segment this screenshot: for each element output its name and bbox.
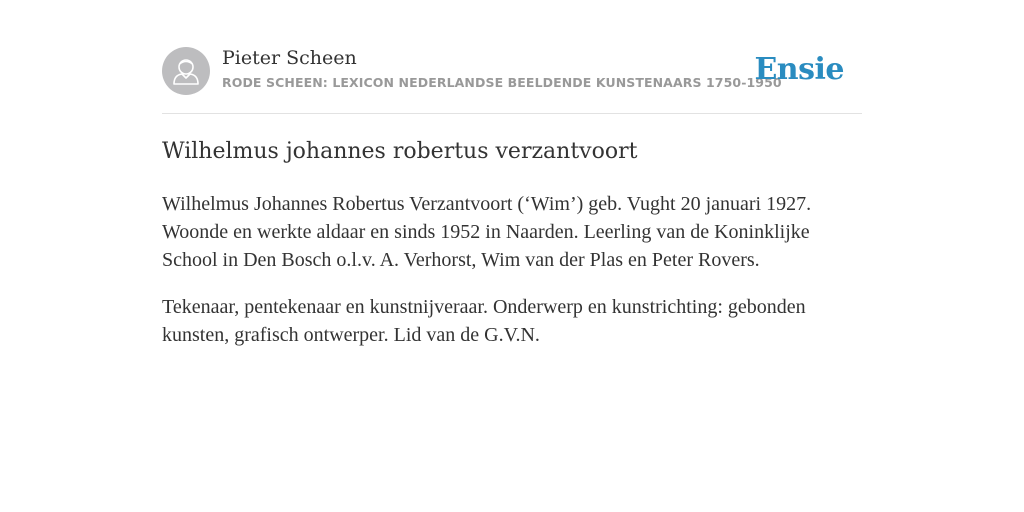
article-paragraph: Tekenaar, pentekenaar en kunstnijveraar. Onderwerp en kunstrichting: gebonden kunsten, grafisch ontwerper. Lid van de G.V.N. — [162, 296, 806, 346]
source-label[interactable]: RODE SCHEEN: LEXICON NEDERLANDSE BEELDENDE KUNSTENAARS 1750-1950 — [222, 75, 782, 90]
user-avatar-icon — [162, 47, 210, 95]
ensie-logo[interactable]: Ensie — [754, 52, 844, 87]
header-divider — [162, 113, 862, 114]
author-avatar[interactable] — [162, 47, 210, 95]
article-title: Wilhelmus johannes robertus verzantvoort — [162, 139, 638, 164]
article-body — [162, 190, 862, 368]
article-paragraph: Wilhelmus Johannes Robertus Verzantvoort (‘Wim’) geb. Vught 20 januari 1927. Woonde en werkte aldaar en sinds 1952 in Naarden. Leerling van de Koninklijke School in Den Bosch o.l.v. A. Verhorst, Wim van der Plas en Peter Rovers. — [162, 193, 812, 271]
article-header — [162, 46, 862, 96]
author-name[interactable]: Pieter Scheen — [222, 47, 357, 69]
